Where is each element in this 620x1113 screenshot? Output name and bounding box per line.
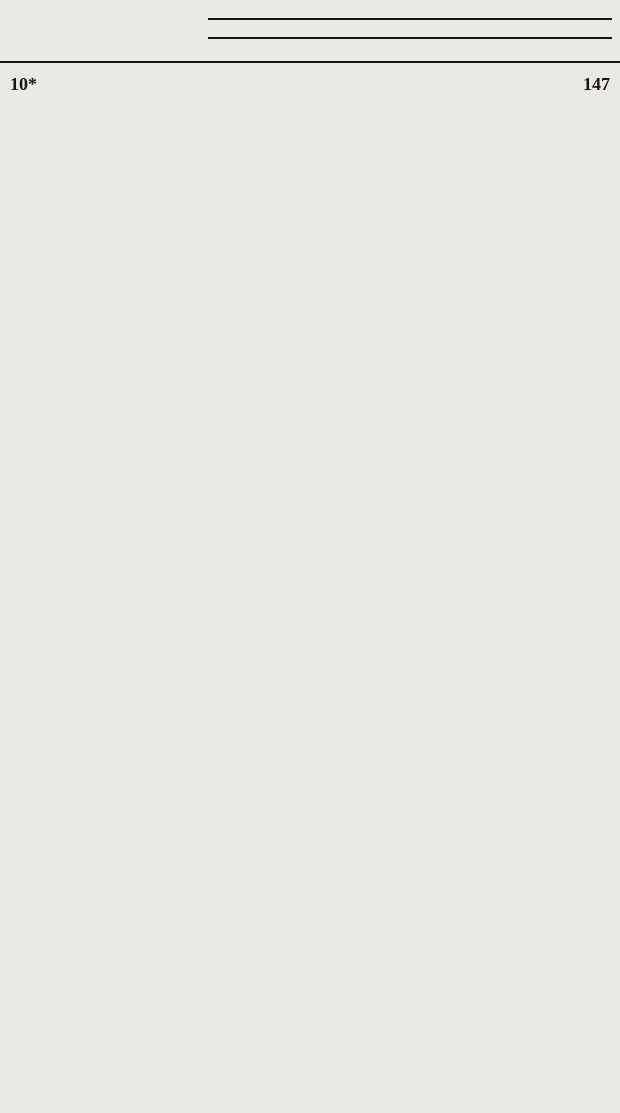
footnote-3 (8, 63, 612, 70)
section-title (208, 20, 612, 37)
heading-bottom-rule (208, 37, 612, 39)
printer-signature: 10* (10, 74, 37, 94)
page-footer (8, 74, 612, 95)
page-number: 147 (583, 74, 610, 94)
scanned-book-page (0, 0, 620, 95)
section-heading-block (208, 18, 612, 39)
